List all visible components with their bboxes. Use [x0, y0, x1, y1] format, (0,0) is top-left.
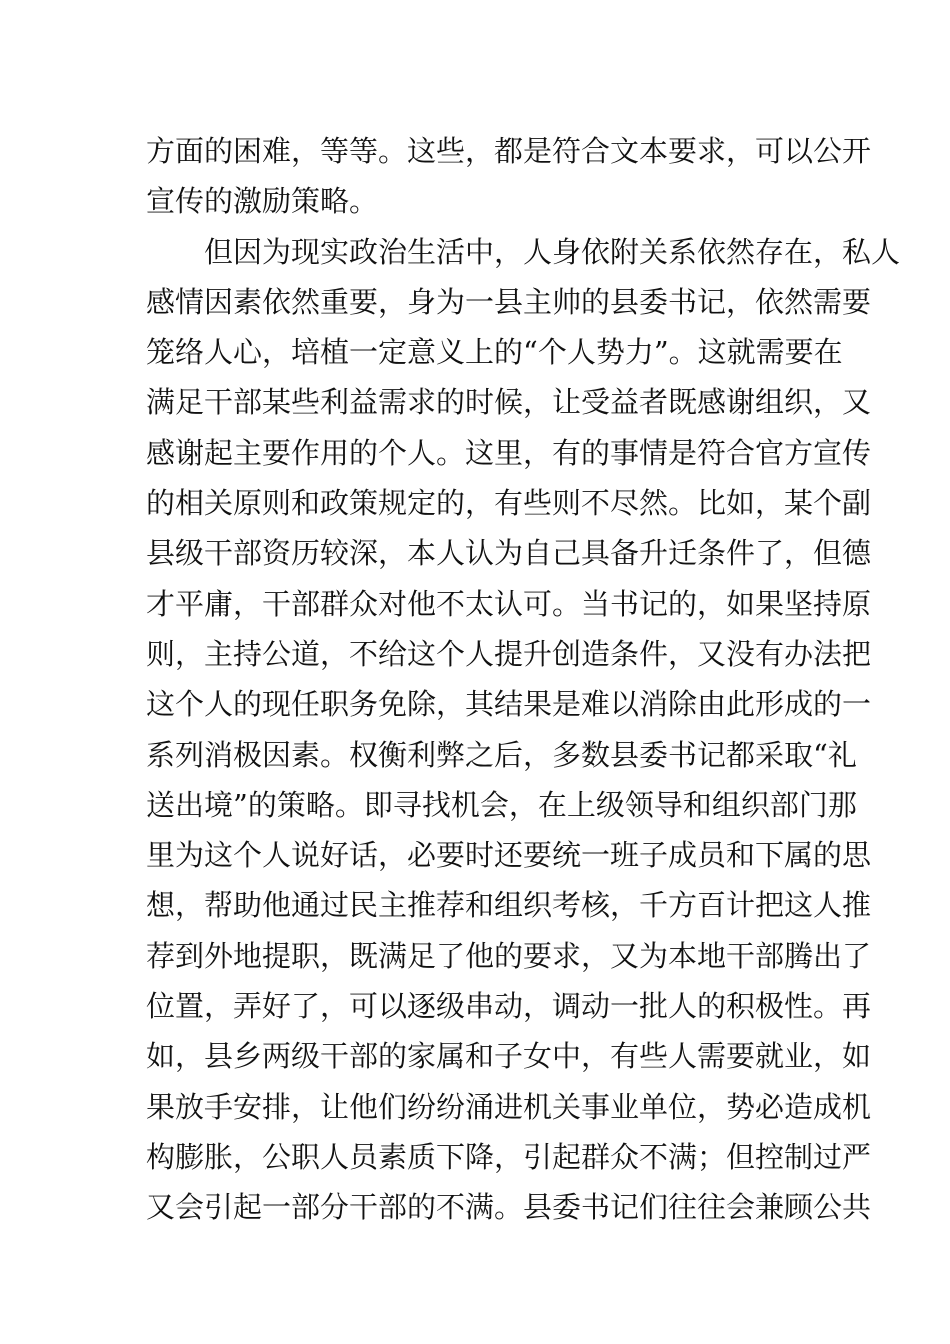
text-line: 才平庸，干部群众对他不太认可。当书记的，如果坚持原 [146, 586, 872, 621]
text-line: 里为这个人说好话，必要时还要统一班子成员和下属的思 [146, 838, 872, 873]
text-line: 的相关原则和政策规定的，有些则不尽然。比如，某个副 [146, 486, 872, 521]
text-line: 想，帮助他通过民主推荐和组织考核，千方百计把这人推 [146, 888, 872, 923]
text-line: 感谢起主要作用的个人。这里，有的事情是符合官方宣传 [146, 435, 872, 470]
text-line: 则，主持公道，不给这个人提升创造条件，又没有办法把 [146, 636, 872, 671]
body-text [146, 126, 901, 1233]
paragraph-first-line: 但因为现实政治生活中，人身依附关系依然存在，私人 [204, 234, 901, 269]
text-line: 宣传的激励策略。 [146, 184, 379, 219]
text-line: 方面的困难，等等。这些，都是符合文本要求，可以公开 [146, 134, 872, 168]
text-line: 构膨胀，公职人员素质下降，引起群众不满；但控制过严 [146, 1139, 872, 1174]
text-line: 果放手安排，让他们纷纷涌进机关事业单位，势必造成机 [146, 1089, 872, 1124]
text-line: 系列消极因素。权衡利弊之后，多数县委书记都采取“礼 [146, 737, 857, 772]
text-line: 又会引起一部分干部的不满。县委书记们往往会兼顾公共 [146, 1190, 872, 1225]
text-line: 送出境”的策略。即寻找机会，在上级领导和组织部门那 [146, 787, 857, 822]
text-line: 满足干部某些利益需求的时候，让受益者既感谢组织，又 [146, 385, 872, 420]
text-line: 感情因素依然重要，身为一县主帅的县委书记，依然需要 [146, 284, 872, 319]
text-line: 这个人的现任职务免除，其结果是难以消除由此形成的一 [146, 687, 872, 722]
text-line: 笼络人心，培植一定意义上的“个人势力”。这就需要在 [146, 335, 843, 370]
text-line: 县级干部资历较深，本人认为自己具备升迁条件了，但德 [146, 536, 872, 571]
text-line: 位置，弄好了，可以逐级串动，调动一批人的积极性。再 [146, 989, 872, 1024]
text-line: 荐到外地提职，既满足了他的要求，又为本地干部腾出了 [146, 938, 872, 973]
text-line: 如，县乡两级干部的家属和子女中，有些人需要就业，如 [146, 1039, 872, 1074]
